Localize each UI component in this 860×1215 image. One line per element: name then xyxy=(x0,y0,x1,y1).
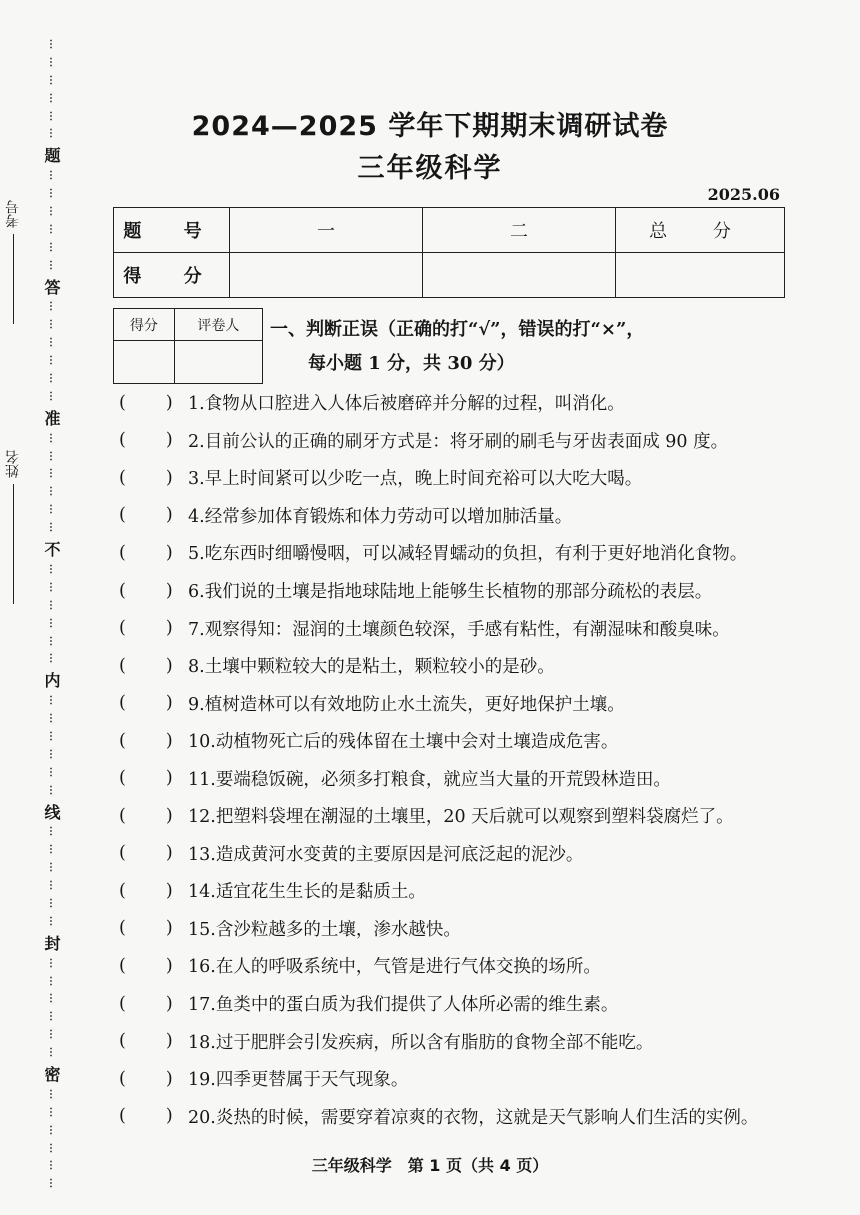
grader-box xyxy=(113,308,263,384)
answer-paren-left: ( xyxy=(119,1106,126,1127)
answer-paren-right: ) xyxy=(165,918,173,939)
binding-dot: ⋮ xyxy=(46,730,56,742)
answer-paren-right: ) xyxy=(165,430,173,451)
binding-dot: ⋮ xyxy=(46,206,56,218)
binding-word: 题 xyxy=(42,147,61,164)
answer-paren-left: ( xyxy=(119,467,126,488)
binding-dot: ⋮ xyxy=(46,170,56,182)
answer-paren-left: ( xyxy=(119,730,126,751)
question-item xyxy=(113,534,803,572)
name-label: 姓名 xyxy=(5,450,21,478)
answer-blank[interactable] xyxy=(113,768,188,788)
answer-blank[interactable] xyxy=(113,956,188,976)
answer-paren-left: ( xyxy=(119,392,126,413)
score-cell-part2[interactable] xyxy=(423,253,616,298)
score-cell-part1[interactable] xyxy=(230,253,423,298)
answer-blank[interactable] xyxy=(113,918,188,938)
binding-dot: ⋮ xyxy=(46,92,56,104)
question-text: 1.食物从口腔进入人体后被磨碎并分解的过程，叫消化。 xyxy=(188,394,625,415)
answer-paren-left: ( xyxy=(119,805,126,826)
answer-blank[interactable] xyxy=(113,731,188,751)
binding-dot: ⋮ xyxy=(46,975,56,987)
binding-dot: ⋮ xyxy=(46,1047,56,1059)
binding-dot: ⋮ xyxy=(46,128,56,140)
answer-paren-left: ( xyxy=(119,768,126,789)
question-text: 18.过于肥胖会引发疾病，所以含有脂肪的食物全部不能吃。 xyxy=(188,1032,654,1053)
binding-dot: ⋮ xyxy=(46,915,56,927)
binding-dot: ⋮ xyxy=(46,39,56,50)
binding-dot: ⋮ xyxy=(46,635,56,647)
binding-dot: ⋮ xyxy=(46,241,56,253)
binding-dot: ⋮ xyxy=(46,617,56,629)
binding-dot: ⋮ xyxy=(46,1178,56,1190)
answer-blank[interactable] xyxy=(113,393,188,413)
answer-blank[interactable] xyxy=(113,806,188,826)
question-item xyxy=(113,759,803,797)
question-item xyxy=(113,459,803,497)
binding-dot: ⋮ xyxy=(46,1088,56,1100)
question-item xyxy=(113,497,803,535)
binding-dot: ⋮ xyxy=(46,390,56,402)
binding-dot: ⋮ xyxy=(46,319,56,331)
answer-blank[interactable] xyxy=(113,843,188,863)
grader-score-cell[interactable] xyxy=(114,341,175,384)
answer-paren-left: ( xyxy=(119,1068,126,1089)
binding-dot: ⋮ xyxy=(46,784,56,796)
answer-paren-right: ) xyxy=(165,993,173,1014)
exam-number-line xyxy=(13,234,14,324)
binding-word: 答 xyxy=(42,278,61,295)
answer-paren-right: ) xyxy=(165,730,173,751)
answer-paren-left: ( xyxy=(119,655,126,676)
answer-paren-left: ( xyxy=(119,1031,126,1052)
question-item xyxy=(113,797,803,835)
answer-paren-left: ( xyxy=(119,693,126,714)
answer-blank[interactable] xyxy=(113,656,188,676)
binding-word: 线 xyxy=(42,803,61,820)
binding-dot: ⋮ xyxy=(46,1029,56,1041)
exam-title: 2024—2025 学年下期期末调研试卷 xyxy=(191,111,669,142)
answer-blank[interactable] xyxy=(113,881,188,901)
question-item xyxy=(113,910,803,948)
binding-dot: ⋮ xyxy=(46,74,56,86)
binding-line xyxy=(42,39,61,1190)
binding-dot: ⋮ xyxy=(46,897,56,909)
answer-blank[interactable] xyxy=(113,693,188,713)
binding-dot: ⋮ xyxy=(46,522,56,534)
binding-dot: ⋮ xyxy=(46,337,56,349)
question-item xyxy=(113,609,803,647)
question-text: 10.动植物死亡后的残体留在土壤中会对土壤造成危害。 xyxy=(188,732,619,753)
name-line xyxy=(13,484,14,604)
score-header-label: 题 号 xyxy=(114,208,230,253)
answer-paren-right: ) xyxy=(165,880,173,901)
exam-number-field xyxy=(0,200,26,324)
exam-date: 2025.06 xyxy=(707,185,780,204)
binding-word: 封 xyxy=(42,934,61,951)
question-item xyxy=(113,985,803,1023)
question-text: 16.在人的呼吸系统中，气管是进行气体交换的场所。 xyxy=(188,957,601,978)
binding-dot: ⋮ xyxy=(46,581,56,593)
binding-dot: ⋮ xyxy=(46,599,56,611)
answer-blank[interactable] xyxy=(113,994,188,1014)
answer-paren-left: ( xyxy=(119,880,126,901)
question-text: 15.含沙粒越多的土壤，渗水越快。 xyxy=(188,919,461,940)
answer-paren-right: ) xyxy=(165,542,173,563)
binding-dot: ⋮ xyxy=(46,826,56,838)
binding-word: 准 xyxy=(42,409,61,426)
question-item xyxy=(113,1022,803,1060)
question-text: 17.鱼类中的蛋白质为我们提供了人体所必需的维生素。 xyxy=(188,995,619,1016)
section-title: 一、判断正误（正确的打“√”，错误的打“×”， xyxy=(270,319,645,340)
answer-paren-left: ( xyxy=(119,618,126,639)
binding-dot: ⋮ xyxy=(46,880,56,892)
binding-dot: ⋮ xyxy=(46,1106,56,1118)
grader-score-label: 得分 xyxy=(114,309,175,341)
answer-paren-left: ( xyxy=(119,993,126,1014)
question-text: 3.早上时间紧可以少吃一点，晚上时间充裕可以大吃大喝。 xyxy=(188,469,643,490)
answer-blank[interactable] xyxy=(113,430,188,450)
question-list xyxy=(113,384,803,1135)
question-text: 19.四季更替属于天气现象。 xyxy=(188,1070,409,1091)
answer-paren-right: ) xyxy=(165,580,173,601)
score-header-part2: 二 xyxy=(423,208,616,253)
answer-paren-right: ) xyxy=(165,1068,173,1089)
score-row-label: 得 分 xyxy=(114,253,230,298)
answer-paren-right: ) xyxy=(165,768,173,789)
answer-blank[interactable] xyxy=(113,1069,188,1089)
page-footer: 三年级科学 第 1 页（共 4 页） xyxy=(311,1156,549,1175)
question-item xyxy=(113,384,803,422)
binding-dot: ⋮ xyxy=(46,301,56,313)
question-text: 7.观察得知：湿润的土壤颜色较深，手感有粘性，有潮湿味和酸臭味。 xyxy=(188,619,730,640)
grader-name-cell[interactable] xyxy=(174,341,262,384)
answer-blank[interactable] xyxy=(113,505,188,525)
question-item xyxy=(113,947,803,985)
grader-name-label: 评卷人 xyxy=(174,309,262,341)
answer-paren-left: ( xyxy=(119,542,126,563)
binding-dot: ⋮ xyxy=(46,450,56,462)
answer-paren-left: ( xyxy=(119,843,126,864)
binding-dot: ⋮ xyxy=(46,695,56,707)
answer-paren-right: ) xyxy=(165,955,173,976)
binding-dot: ⋮ xyxy=(46,1160,56,1172)
question-item xyxy=(113,722,803,760)
answer-blank[interactable] xyxy=(113,581,188,601)
binding-dot: ⋮ xyxy=(46,1124,56,1136)
question-text: 13.造成黄河水变黄的主要原因是河底泛起的泥沙。 xyxy=(188,844,584,865)
question-item xyxy=(113,1060,803,1098)
answer-paren-right: ) xyxy=(165,843,173,864)
exam-number-label: 考号 xyxy=(5,200,21,228)
binding-dot: ⋮ xyxy=(46,1011,56,1023)
question-item xyxy=(113,422,803,460)
answer-paren-right: ) xyxy=(165,1031,173,1052)
question-text: 9.植树造林可以有效地防止水土流失，更好地保护土壤。 xyxy=(188,694,625,715)
binding-dot: ⋮ xyxy=(46,563,56,575)
answer-paren-left: ( xyxy=(119,580,126,601)
section-subtitle: 每小题 1 分，共 30 分） xyxy=(308,353,515,374)
binding-dot: ⋮ xyxy=(46,110,56,122)
binding-dot: ⋮ xyxy=(46,56,56,68)
answer-paren-right: ) xyxy=(165,618,173,639)
question-text: 20.炎热的时候，需要穿着凉爽的衣物，这就是天气影响人们生活的实例。 xyxy=(188,1107,759,1128)
binding-word: 内 xyxy=(42,672,61,689)
binding-dot: ⋮ xyxy=(46,993,56,1005)
score-cell-total[interactable] xyxy=(616,253,785,298)
question-text: 14.适宜花生生长的是黏质土。 xyxy=(188,882,426,903)
answer-blank[interactable] xyxy=(113,468,188,488)
answer-paren-left: ( xyxy=(119,918,126,939)
binding-dot: ⋮ xyxy=(46,862,56,874)
binding-dot: ⋮ xyxy=(46,653,56,665)
binding-word: 不 xyxy=(42,541,61,558)
question-item xyxy=(113,647,803,685)
answer-paren-right: ) xyxy=(165,655,173,676)
answer-blank[interactable] xyxy=(113,543,188,563)
score-table xyxy=(113,207,785,298)
name-field xyxy=(0,450,26,604)
binding-dot: ⋮ xyxy=(46,188,56,200)
answer-paren-right: ) xyxy=(165,392,173,413)
binding-dot: ⋮ xyxy=(46,1142,56,1154)
question-text: 4.经常参加体育锻炼和体力劳动可以增加肺活量。 xyxy=(188,506,573,527)
question-item xyxy=(113,835,803,873)
answer-paren-right: ) xyxy=(165,805,173,826)
question-item xyxy=(113,572,803,610)
score-header-part1: 一 xyxy=(230,208,423,253)
question-item xyxy=(113,1097,803,1135)
binding-dot: ⋮ xyxy=(46,748,56,760)
question-text: 5.吃东西时细嚼慢咽，可以减轻胃蠕动的负担，有利于更好地消化食物。 xyxy=(188,544,748,565)
binding-dot: ⋮ xyxy=(46,373,56,385)
binding-dot: ⋮ xyxy=(46,957,56,969)
binding-dot: ⋮ xyxy=(46,355,56,367)
binding-dot: ⋮ xyxy=(46,223,56,235)
answer-blank[interactable] xyxy=(113,1106,188,1126)
question-text: 6.我们说的土壤是指地球陆地上能够生长植物的那部分疏松的表层。 xyxy=(188,582,713,602)
binding-dot: ⋮ xyxy=(46,432,56,444)
score-header-total: 总 分 xyxy=(616,208,785,253)
binding-word: 密 xyxy=(42,1065,61,1082)
question-text: 8.土壤中颗粒较大的是粘土，颗粒较小的是砂。 xyxy=(188,657,555,678)
answer-paren-right: ) xyxy=(165,467,173,488)
answer-blank[interactable] xyxy=(113,618,188,638)
binding-dot: ⋮ xyxy=(46,259,56,271)
question-text: 11.要端稳饭碗，必须多打粮食，就应当大量的开荒毁林造田。 xyxy=(188,769,671,790)
answer-paren-right: ) xyxy=(165,693,173,714)
answer-blank[interactable] xyxy=(113,1031,188,1051)
exam-subject: 三年级科学 xyxy=(357,153,503,184)
binding-dot: ⋮ xyxy=(46,486,56,498)
question-text: 2.目前公认的正确的刷牙方式是：将牙刷的刷毛与牙齿表面成 90 度。 xyxy=(188,431,729,452)
binding-dot: ⋮ xyxy=(46,713,56,725)
answer-paren-right: ) xyxy=(165,505,173,526)
binding-dot: ⋮ xyxy=(46,504,56,516)
question-item xyxy=(113,684,803,722)
answer-paren-left: ( xyxy=(119,955,126,976)
binding-dot: ⋮ xyxy=(46,468,56,480)
binding-dot: ⋮ xyxy=(46,766,56,778)
answer-paren-left: ( xyxy=(119,505,126,526)
answer-paren-left: ( xyxy=(119,430,126,451)
answer-paren-right: ) xyxy=(165,1106,173,1127)
question-item xyxy=(113,872,803,910)
binding-dot: ⋮ xyxy=(46,844,56,856)
question-text: 12.把塑料袋埋在潮湿的土壤里，20 天后就可以观察到塑料袋腐烂了。 xyxy=(188,807,734,828)
